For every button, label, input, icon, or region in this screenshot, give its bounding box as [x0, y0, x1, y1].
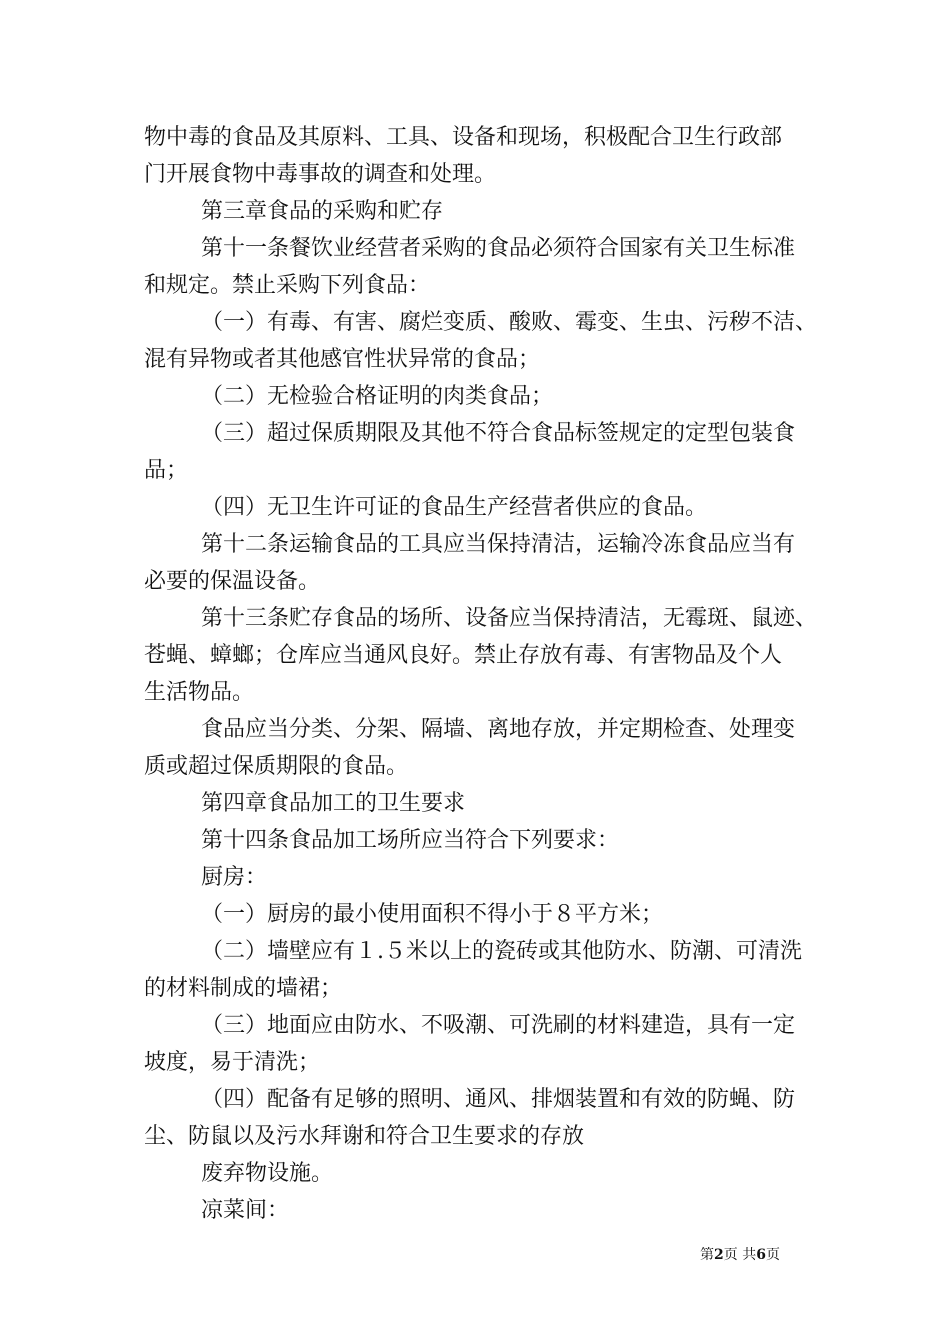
- heading-text: 第四章食品加工的卫生要求: [201, 791, 466, 816]
- footer-prefix: 第: [700, 1247, 714, 1263]
- text-line: 生活物品。: [144, 680, 255, 705]
- text-line: 厨房：: [201, 865, 268, 890]
- text-line: 品；: [144, 458, 189, 483]
- text-line: 第十四条食品加工场所应当符合下列要求：: [201, 828, 620, 853]
- text-line: 食品应当分类、分架、隔墙、离地存放，并定期检查、处理变: [201, 717, 796, 742]
- paragraph: [201, 822, 871, 859]
- list-item: [144, 1007, 814, 1081]
- text-line: （四）无卫生许可证的食品生产经营者供应的食品。: [201, 495, 708, 520]
- footer-suffix: 页: [765, 1247, 780, 1263]
- text-line: （一）有毒、有害、腐烂变质、酸败、霉变、生虫、污秽不洁、: [201, 310, 818, 335]
- list-item: [144, 933, 814, 1007]
- text-line: 第十三条贮存食品的场所、设备应当保持清洁，无霉斑、鼠迹、: [201, 606, 818, 631]
- text-line: （三）地面应由防水、不吸潮、可洗刷的材料建造，具有一定: [201, 1013, 796, 1038]
- text-line: 门开展食物中毒事故的调查和处理。: [144, 162, 497, 187]
- text-line: 第十一条餐饮业经营者采购的食品必须符合国家有关卫生标准: [201, 236, 796, 261]
- list-item: [144, 378, 814, 415]
- text-line: 废弃物设施。: [201, 1161, 334, 1186]
- list-item: [144, 896, 814, 933]
- text-line: 和规定。禁止采购下列食品：: [144, 273, 431, 298]
- text-line: 苍蝇、蟑螂；仓库应当通风良好。禁止存放有毒、有害物品及个人: [144, 643, 783, 668]
- text-line: （二）无检验合格证明的肉类食品；: [201, 384, 554, 409]
- text-line: （二）墙壁应有１.５米以上的瓷砖或其他防水、防潮、可清洗: [201, 939, 802, 964]
- list-item: [144, 415, 814, 489]
- paragraph: [144, 119, 814, 193]
- text-line: （四）配备有足够的照明、通风、排烟装置和有效的防蝇、防: [201, 1087, 796, 1112]
- text-line: 必要的保温设备。: [144, 569, 321, 594]
- list-item: [144, 304, 818, 378]
- chapter-heading: [201, 193, 871, 230]
- text-line: 质或超过保质期限的食品。: [144, 754, 409, 779]
- list-item: [144, 1081, 814, 1155]
- text-line: 凉菜间：: [201, 1198, 290, 1223]
- text-line: 的材料制成的墙裙；: [144, 976, 343, 1001]
- text-line: （一）厨房的最小使用面积不得小于８平方米；: [201, 902, 664, 927]
- section-label: [201, 859, 871, 896]
- list-item: [144, 489, 814, 526]
- heading-text: 第三章食品的采购和贮存: [201, 199, 444, 224]
- paragraph: [144, 230, 814, 304]
- text-line: 混有异物或者其他感官性状异常的食品；: [144, 347, 541, 372]
- total-page-number: 6: [756, 1247, 766, 1263]
- current-page-number: 2: [714, 1247, 724, 1263]
- text-line: 第十二条运输食品的工具应当保持清洁，运输冷冻食品应当有: [201, 532, 796, 557]
- text-line: 物中毒的食品及其原料、工具、设备和现场，积极配合卫生行政部: [144, 125, 783, 150]
- paragraph: [201, 1155, 871, 1192]
- page-number-footer: [700, 1244, 780, 1264]
- chapter-heading: [201, 785, 871, 822]
- footer-middle: 页 共: [723, 1247, 757, 1263]
- text-line: 尘、防鼠以及污水拜谢和符合卫生要求的存放: [144, 1124, 585, 1149]
- paragraph: [144, 526, 814, 600]
- section-label: [201, 1192, 871, 1229]
- paragraph: [144, 600, 818, 711]
- text-line: 坡度，易于清洗；: [144, 1050, 321, 1075]
- text-line: （三）超过保质期限及其他不符合食品标签规定的定型包装食: [201, 421, 796, 446]
- paragraph: [144, 711, 814, 785]
